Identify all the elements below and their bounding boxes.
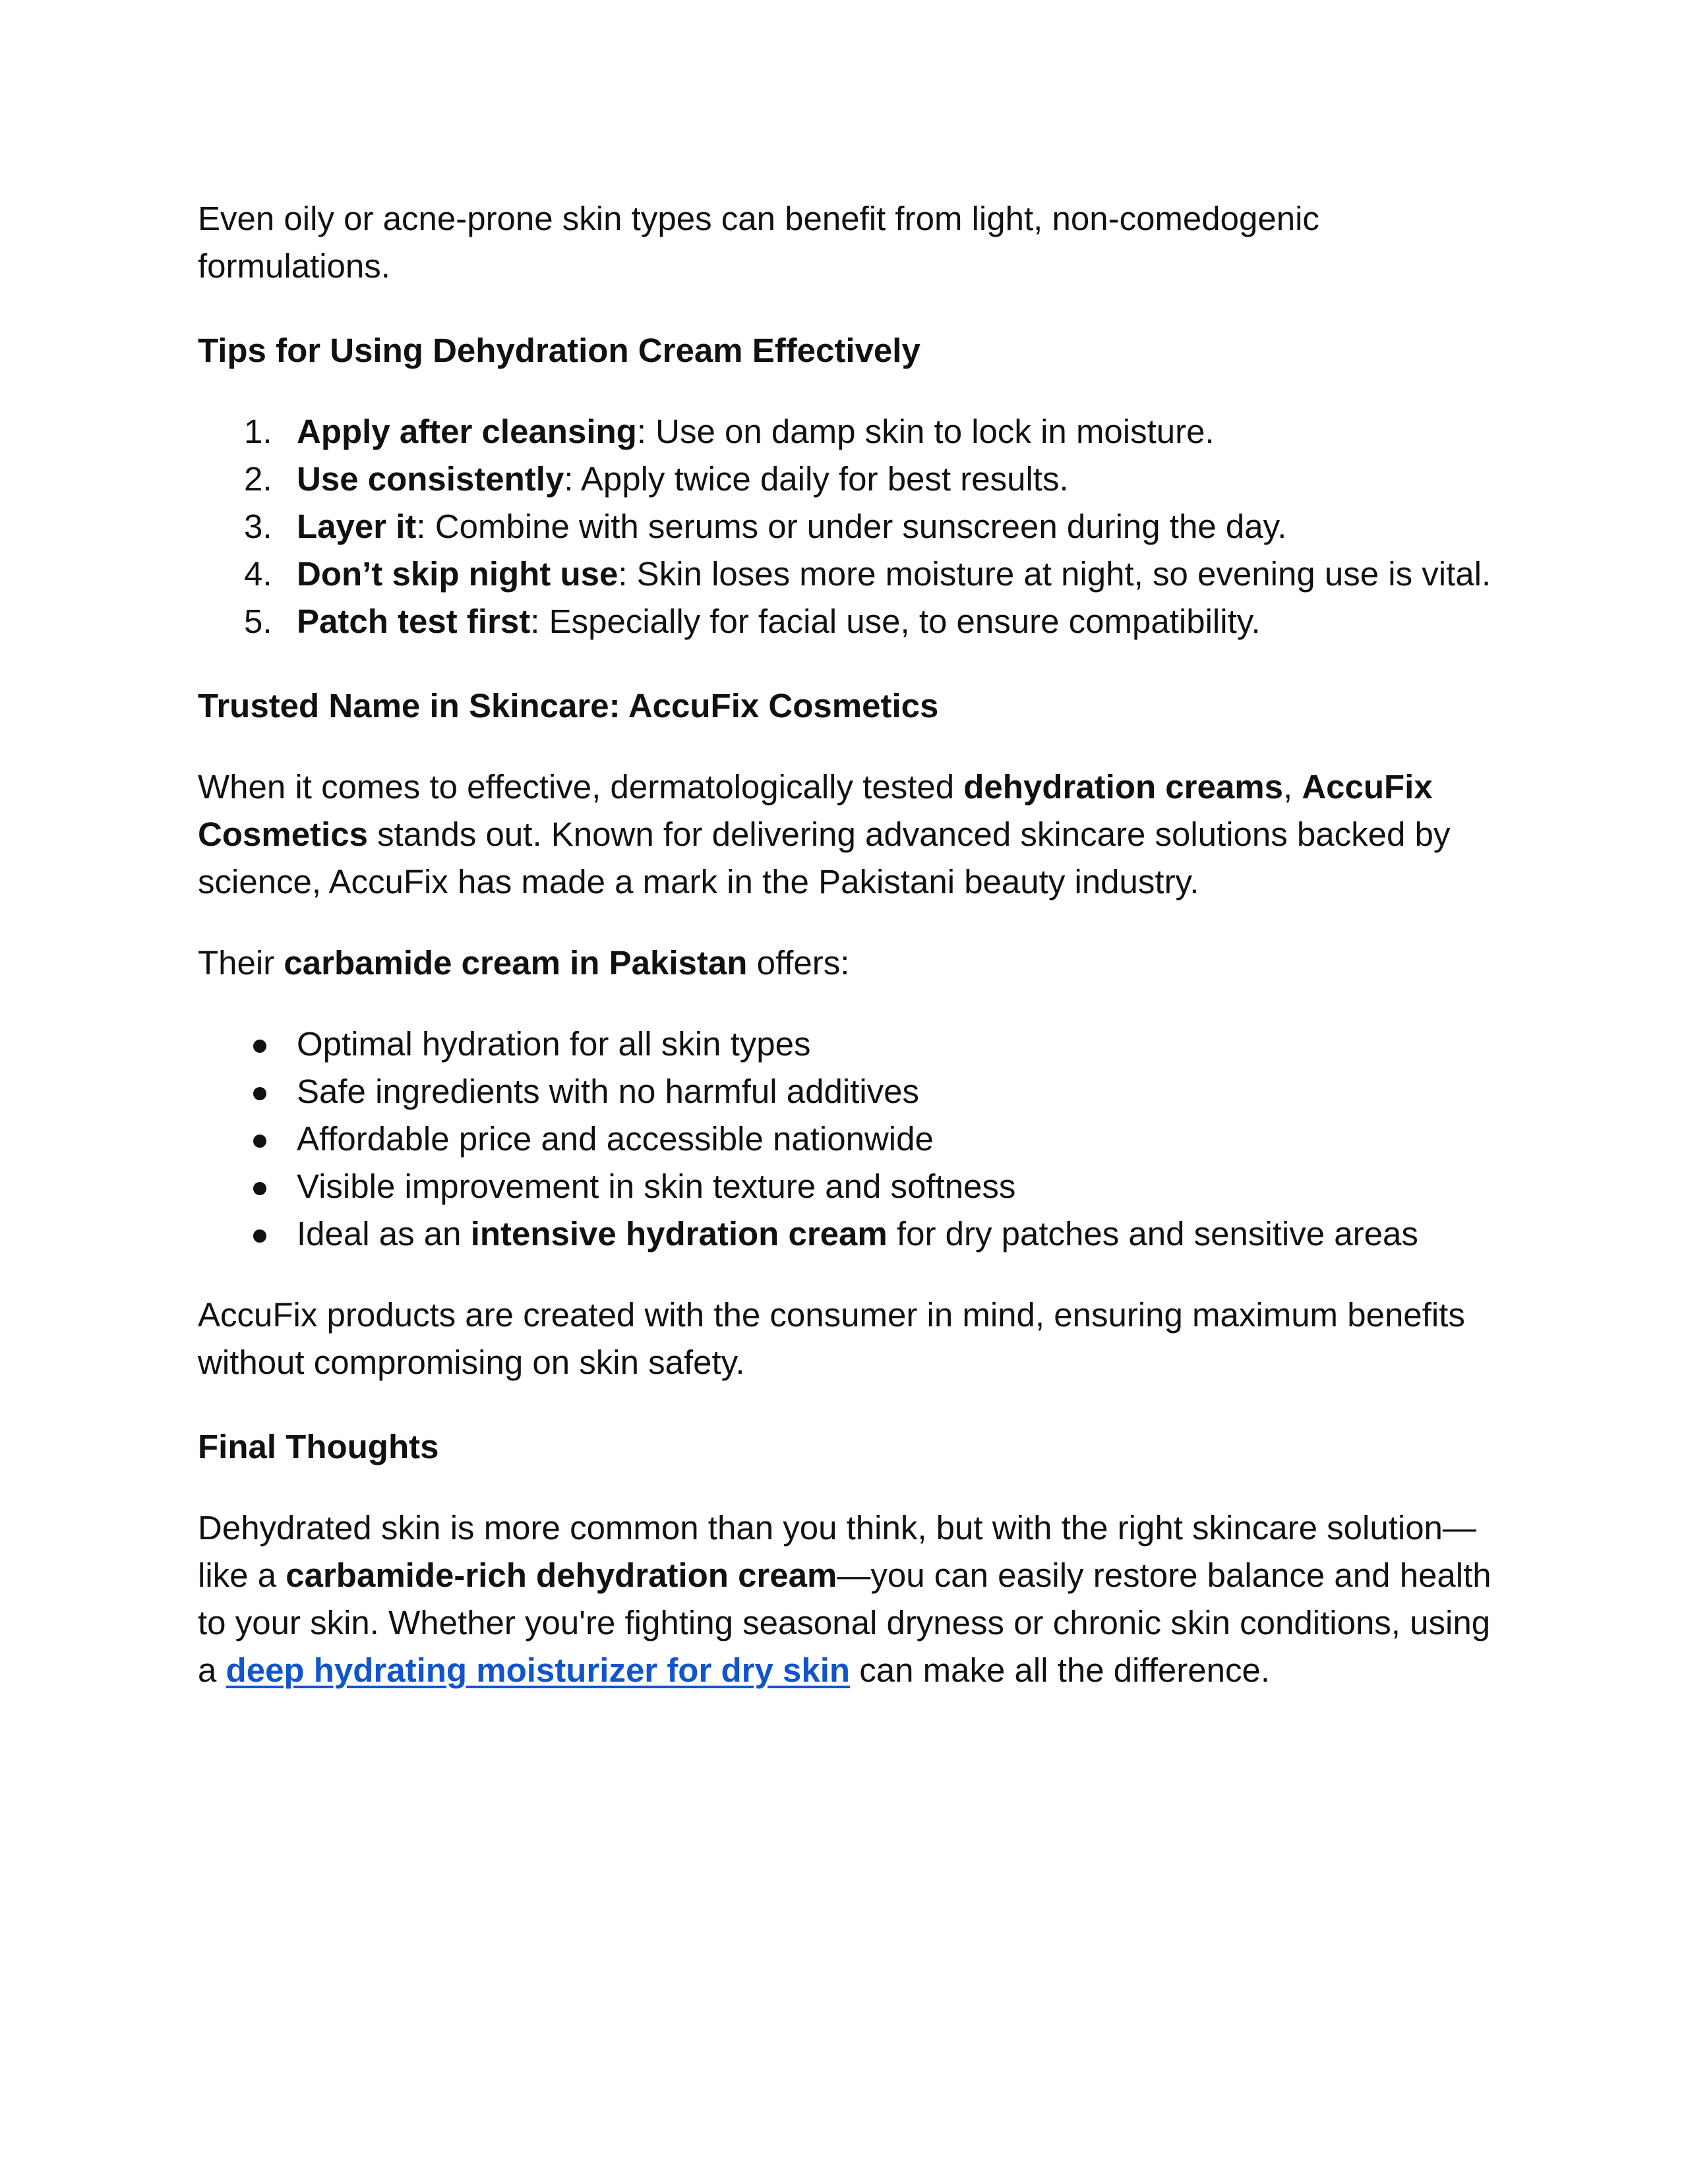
benefits-list [198, 1020, 1510, 1258]
tips-list [198, 408, 1510, 645]
list-number: 4. [244, 555, 272, 593]
list-item [198, 503, 1510, 550]
tip-text: : Especially for facial use, to ensure compatibility. [530, 603, 1261, 640]
bullet-icon [253, 1135, 266, 1148]
list-item [198, 1163, 1510, 1210]
tip-text: : Combine with serums or under sunscreen during the day. [416, 508, 1287, 545]
text-run: Ideal as an [297, 1215, 471, 1253]
bullet-icon [253, 1040, 266, 1053]
list-number: 5. [244, 603, 272, 640]
tips-heading: Tips for Using Dehydration Cream Effectively [198, 332, 920, 369]
list-item [198, 1020, 1510, 1068]
tip-text: : Skin loses more moisture at night, so evening use is vital. [618, 555, 1492, 593]
bold-run: intensive hydration cream [470, 1215, 888, 1253]
list-item [198, 1115, 1510, 1163]
consumer-paragraph: AccuFix products are created with the consumer in mind, ensuring maximum benefits without compromising on skin safety. [198, 1296, 1465, 1381]
list-item [198, 456, 1510, 503]
bullet-text: Safe ingredients with no harmful additives [297, 1073, 920, 1110]
text-run: can make all the difference. [850, 1651, 1270, 1689]
bullet-icon [253, 1182, 266, 1195]
list-item [198, 408, 1510, 456]
text-run: When it comes to effective, dermatologically tested [198, 768, 964, 806]
tip-text: : Apply twice daily for best results. [564, 460, 1069, 498]
final-paragraph [198, 1504, 1510, 1694]
document-body [198, 195, 1510, 1694]
tip-title: Patch test first [297, 603, 531, 640]
text-run: —you can easily restore balance and health to your skin. Whether you're fighting seasonal dryness or chronic skin conditions, using a [198, 1556, 1492, 1689]
tip-title: Use consistently [297, 460, 564, 498]
text-run: for dry patches and sensitive areas [887, 1215, 1418, 1253]
bullet-text: Affordable price and accessible nationwide [297, 1120, 934, 1158]
list-item [198, 550, 1510, 598]
final-heading: Final Thoughts [198, 1428, 439, 1465]
bullet-text: Optimal hydration for all skin types [297, 1025, 811, 1063]
tip-title: Don’t skip night use [297, 555, 618, 593]
text-run: offers: [747, 944, 850, 982]
text-run: Their [198, 944, 284, 982]
offers-paragraph [198, 939, 1510, 987]
trusted-heading: Trusted Name in Skincare: AccuFix Cosmetics [198, 687, 939, 724]
text-run: stands out. Known for delivering advanced skincare solutions backed by science, AccuFix has made a mark in the Pakistani beauty industry. [198, 815, 1451, 900]
bullet-text: Visible improvement in skin texture and softness [297, 1167, 1016, 1205]
text-run: Dehydrated skin is more common than you think, but with the right skincare solution—like a [198, 1509, 1476, 1594]
accufix-paragraph [198, 763, 1510, 906]
bold-run: dehydration creams [963, 768, 1283, 806]
list-item [198, 598, 1510, 645]
tip-text: : Use on damp skin to lock in moisture. [636, 413, 1215, 450]
bold-run: AccuFix Cosmetics [198, 768, 1433, 853]
bullet-icon [253, 1087, 266, 1100]
list-item [198, 1210, 1510, 1258]
tip-title: Layer it [297, 508, 417, 545]
list-number: 3. [244, 508, 272, 545]
moisturizer-link[interactable]: deep hydrating moisturizer for dry skin [226, 1651, 851, 1689]
list-number: 1. [244, 413, 272, 450]
list-number: 2. [244, 460, 272, 498]
list-item [198, 1068, 1510, 1115]
bold-run: carbamide cream in Pakistan [284, 944, 748, 982]
bold-run: carbamide-rich dehydration cream [286, 1556, 837, 1594]
bullet-icon [253, 1229, 266, 1243]
intro-paragraph: Even oily or acne-prone skin types can benefit from light, non-comedogenic formulations. [198, 200, 1319, 285]
tip-title: Apply after cleansing [297, 413, 637, 450]
text-run: , [1282, 768, 1302, 806]
